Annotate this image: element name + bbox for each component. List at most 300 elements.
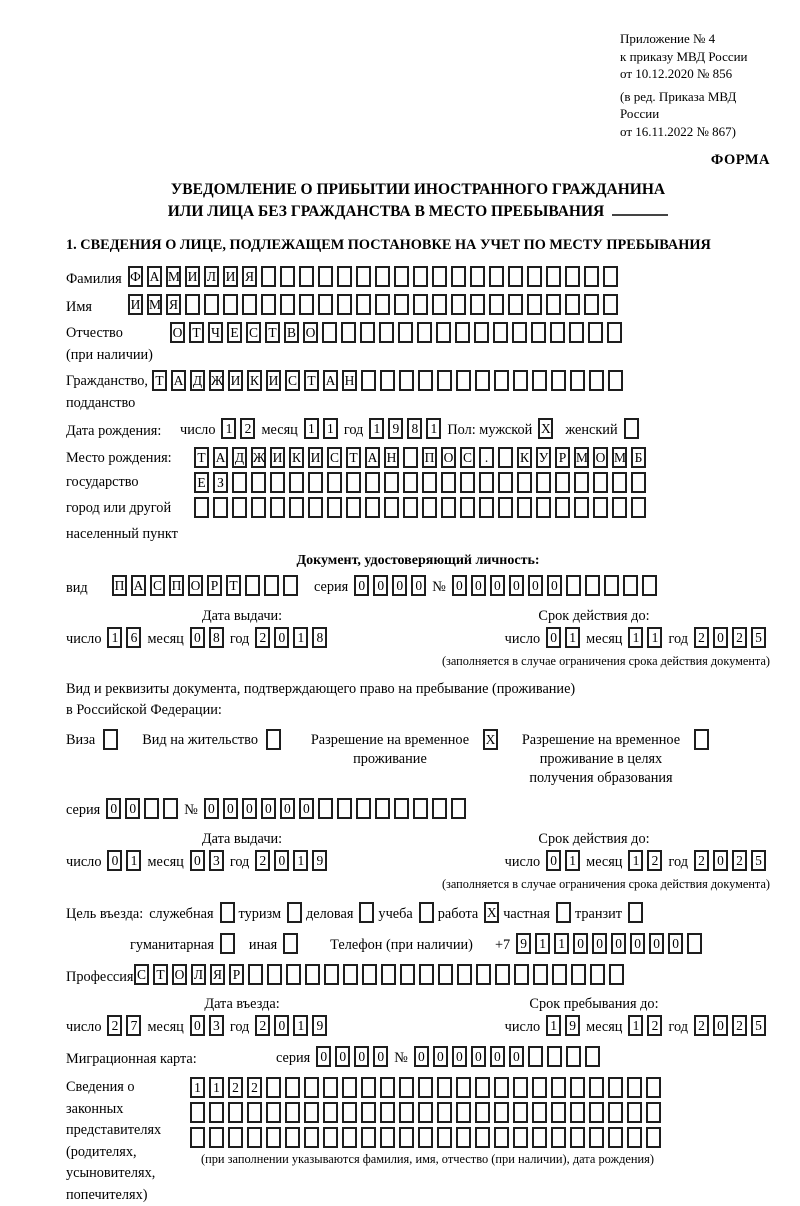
stay-month-boxes xyxy=(628,1015,666,1036)
char-box: Т xyxy=(153,964,168,985)
purpose-option-label: деловая xyxy=(306,902,353,927)
char-box: 0 xyxy=(471,575,486,596)
expiry-date-row xyxy=(418,627,770,652)
char-box xyxy=(304,1102,319,1123)
char-box: Т xyxy=(265,322,280,343)
char-box: 1 xyxy=(190,1077,205,1098)
char-box xyxy=(612,497,627,518)
char-box: Л xyxy=(191,964,206,985)
purpose-official-checkbox xyxy=(220,902,235,923)
char-box xyxy=(361,1102,376,1123)
char-box xyxy=(498,447,513,468)
char-box xyxy=(627,1102,642,1123)
char-box: 0 xyxy=(299,798,314,819)
char-box: 0 xyxy=(490,1046,505,1067)
char-box xyxy=(418,370,433,391)
form-title xyxy=(66,179,770,223)
char-box: 1 xyxy=(293,850,308,871)
char-box xyxy=(551,1102,566,1123)
char-box xyxy=(360,322,375,343)
char-box: Ж xyxy=(251,447,266,468)
expiry-date-row xyxy=(418,850,770,875)
char-box xyxy=(422,497,437,518)
char-box: 0 xyxy=(190,850,205,871)
char-box xyxy=(493,322,508,343)
char-box: О xyxy=(170,322,185,343)
residence-series-boxes xyxy=(106,798,182,819)
migration-number-boxes xyxy=(414,1046,604,1067)
char-box xyxy=(422,472,437,493)
char-box xyxy=(362,964,377,985)
char-box xyxy=(623,575,638,596)
char-box xyxy=(305,964,320,985)
char-box xyxy=(527,294,542,315)
char-box: 1 xyxy=(546,1015,561,1036)
birthdate-label: Дата рождения: xyxy=(66,418,178,442)
expiry-year-boxes xyxy=(694,627,770,648)
char-box xyxy=(532,1102,547,1123)
header-line: Приложение № 4 xyxy=(620,30,770,48)
char-box: И xyxy=(185,266,200,287)
char-box xyxy=(532,1127,547,1148)
expiry-date-title: Срок действия до: xyxy=(418,608,770,625)
char-box xyxy=(489,294,504,315)
birthplace-block xyxy=(66,447,770,547)
char-box xyxy=(204,294,219,315)
char-box xyxy=(266,1077,281,1098)
year-word: год xyxy=(230,850,250,875)
purpose-option-label: транзит xyxy=(575,902,622,927)
char-box xyxy=(380,1102,395,1123)
form-title-line1: УВЕДОМЛЕНИЕ О ПРИБЫТИИ ИНОСТРАННОГО ГРАЖДАНИНА xyxy=(66,179,770,201)
char-box xyxy=(589,1102,604,1123)
visit-purpose-row xyxy=(66,902,770,927)
char-box xyxy=(574,472,589,493)
char-box: 0 xyxy=(204,798,219,819)
char-box: Т xyxy=(346,447,361,468)
char-box: 0 xyxy=(452,1046,467,1067)
issue-date-row xyxy=(66,850,418,875)
char-box: 9 xyxy=(312,1015,327,1036)
char-box: 2 xyxy=(732,627,747,648)
char-box xyxy=(574,497,589,518)
char-box xyxy=(470,294,485,315)
char-box xyxy=(209,1127,224,1148)
char-box xyxy=(494,1077,509,1098)
char-box xyxy=(495,964,510,985)
char-box xyxy=(570,370,585,391)
gender-female-label: женский xyxy=(565,418,617,443)
title-underline xyxy=(612,202,668,216)
legal-representatives-row3 xyxy=(190,1127,665,1148)
char-box: 0 xyxy=(546,627,561,648)
char-box: А xyxy=(323,370,338,391)
char-box xyxy=(261,294,276,315)
gender-male-checkbox: X xyxy=(538,418,553,439)
char-box: И xyxy=(308,447,323,468)
birthplace-row3 xyxy=(194,497,650,518)
char-box: 8 xyxy=(209,627,224,648)
type-temp-residence-label: Разрешение на временное проживание xyxy=(305,729,475,769)
migration-series-boxes xyxy=(316,1046,392,1067)
char-box: 3 xyxy=(209,1015,224,1036)
char-box xyxy=(247,1127,262,1148)
char-box: . xyxy=(479,447,494,468)
issue-date-col xyxy=(66,831,418,896)
stay-year-boxes xyxy=(694,1015,770,1036)
char-box: 0 xyxy=(223,798,238,819)
char-box: Т xyxy=(152,370,167,391)
char-box xyxy=(512,322,527,343)
char-box xyxy=(346,497,361,518)
char-box xyxy=(566,1046,581,1067)
char-box: 0 xyxy=(125,798,140,819)
char-box xyxy=(394,294,409,315)
char-box: 2 xyxy=(647,850,662,871)
expiry-date-col xyxy=(418,831,770,896)
char-box: Е xyxy=(227,322,242,343)
char-box: 1 xyxy=(369,418,384,439)
char-box xyxy=(163,798,178,819)
surname-boxes xyxy=(128,266,622,287)
type-residence-permit-checkbox xyxy=(266,729,281,750)
char-box xyxy=(551,1077,566,1098)
char-box xyxy=(270,472,285,493)
citizenship-label: Гражданство, xyxy=(66,370,152,392)
char-box xyxy=(144,798,159,819)
char-box xyxy=(498,472,513,493)
residence-doc-types xyxy=(66,729,770,788)
char-box xyxy=(356,294,371,315)
char-box xyxy=(609,964,624,985)
header-line: от 16.11.2022 № 867) xyxy=(620,123,770,141)
char-box xyxy=(308,472,323,493)
char-box xyxy=(322,322,337,343)
char-box: М xyxy=(574,447,589,468)
char-box xyxy=(285,1127,300,1148)
char-box: Т xyxy=(226,575,241,596)
char-box: 0 xyxy=(713,1015,728,1036)
char-box xyxy=(476,964,491,985)
birthplace-row2 xyxy=(194,472,650,493)
char-box xyxy=(361,1077,376,1098)
form-title-line2 xyxy=(66,201,770,223)
char-box: Р xyxy=(229,964,244,985)
char-box xyxy=(551,370,566,391)
char-box: 1 xyxy=(535,933,550,954)
purpose-study-checkbox xyxy=(419,902,434,923)
char-box xyxy=(228,1127,243,1148)
char-box: 7 xyxy=(126,1015,141,1036)
patronymic-boxes xyxy=(170,322,626,343)
char-box xyxy=(342,1102,357,1123)
char-box xyxy=(565,266,580,287)
char-box: 0 xyxy=(471,1046,486,1067)
citizenship-label-block xyxy=(66,370,152,414)
char-box xyxy=(631,472,646,493)
char-box: 2 xyxy=(694,627,709,648)
char-box xyxy=(337,294,352,315)
char-box xyxy=(498,497,513,518)
birthplace-label2: государство xyxy=(66,469,194,495)
char-box xyxy=(631,497,646,518)
char-box xyxy=(646,1127,661,1148)
char-box: 0 xyxy=(546,850,561,871)
char-box: 0 xyxy=(373,575,388,596)
char-box xyxy=(327,497,342,518)
char-box xyxy=(337,266,352,287)
visit-purpose-row2 xyxy=(130,933,770,958)
char-box xyxy=(356,266,371,287)
char-box xyxy=(242,294,257,315)
entry-day-boxes xyxy=(107,1015,145,1036)
char-box xyxy=(419,964,434,985)
char-box xyxy=(607,322,622,343)
birthplace-label-block xyxy=(66,447,194,547)
day-word: число xyxy=(66,850,101,875)
char-box xyxy=(456,1102,471,1123)
char-box xyxy=(642,575,657,596)
char-box xyxy=(417,322,432,343)
char-box: И xyxy=(266,370,281,391)
char-box xyxy=(318,266,333,287)
birthplace-label3: город или другой xyxy=(66,495,194,521)
char-box: 0 xyxy=(611,933,626,954)
birth-year-boxes xyxy=(369,418,445,439)
char-box: 0 xyxy=(592,933,607,954)
char-box xyxy=(342,1127,357,1148)
residence-doc-intro1: Вид и реквизиты документа, подтверждающего право на пребывание (проживание) xyxy=(66,679,770,700)
char-box xyxy=(457,964,472,985)
char-box xyxy=(508,294,523,315)
char-box xyxy=(299,294,314,315)
char-box xyxy=(365,472,380,493)
entry-date-col xyxy=(66,996,418,1040)
char-box xyxy=(375,294,390,315)
char-box: А xyxy=(213,447,228,468)
char-box: М xyxy=(147,294,162,315)
year-word: год xyxy=(344,418,364,443)
citizenship-label2: подданство xyxy=(66,392,152,414)
profession-row xyxy=(66,964,770,988)
purpose-transit-checkbox xyxy=(628,902,643,923)
type-residence-permit xyxy=(142,729,285,750)
char-box xyxy=(608,1127,623,1148)
char-box: Т xyxy=(194,447,209,468)
char-box xyxy=(451,266,466,287)
char-box xyxy=(555,472,570,493)
char-box: С xyxy=(246,322,261,343)
citizenship-row xyxy=(66,370,770,414)
identity-doc-heading: Документ, удостоверяющий личность: xyxy=(66,553,770,569)
char-box xyxy=(475,370,490,391)
char-box xyxy=(585,575,600,596)
char-box xyxy=(456,1127,471,1148)
char-box: С xyxy=(460,447,475,468)
section1-heading: 1. СВЕДЕНИЯ О ЛИЦЕ, ПОДЛЕЖАЩЕМ ПОСТАНОВКЕ НА УЧЕТ ПО МЕСТУ ПРЕБЫВАНИЯ xyxy=(66,237,770,254)
legal-representatives-label-line: (родителях, xyxy=(66,1142,190,1164)
char-box: 2 xyxy=(694,850,709,871)
month-word: месяц xyxy=(586,850,622,875)
char-box xyxy=(514,964,529,985)
char-box xyxy=(399,1077,414,1098)
char-box xyxy=(285,1077,300,1098)
stay-until-title: Срок пребывания до: xyxy=(418,996,770,1013)
char-box xyxy=(536,472,551,493)
char-box: 8 xyxy=(312,627,327,648)
char-box xyxy=(570,1127,585,1148)
char-box xyxy=(532,370,547,391)
day-word: число xyxy=(180,418,215,443)
char-box: 0 xyxy=(509,575,524,596)
char-box xyxy=(646,1102,661,1123)
char-box xyxy=(470,266,485,287)
entry-date-title: Дата въезда: xyxy=(66,996,418,1013)
char-box: 1 xyxy=(426,418,441,439)
patronymic-label: Отчество xyxy=(66,322,170,344)
char-box: Н xyxy=(342,370,357,391)
legal-representatives-row1 xyxy=(190,1077,665,1098)
char-box xyxy=(604,575,619,596)
char-box: 1 xyxy=(304,418,319,439)
expiry-day-boxes xyxy=(546,850,584,871)
char-box: Р xyxy=(207,575,222,596)
stay-until-row xyxy=(418,1015,770,1040)
char-box xyxy=(569,322,584,343)
char-box xyxy=(289,472,304,493)
purpose-option-label: работа xyxy=(438,902,479,927)
char-box xyxy=(494,1127,509,1148)
char-box xyxy=(400,964,415,985)
char-box xyxy=(551,1127,566,1148)
char-box xyxy=(280,266,295,287)
char-box xyxy=(571,964,586,985)
char-box xyxy=(394,266,409,287)
char-box xyxy=(384,497,399,518)
char-box: 1 xyxy=(126,850,141,871)
char-box xyxy=(479,472,494,493)
char-box: И xyxy=(228,370,243,391)
month-word: месяц xyxy=(261,418,297,443)
char-box xyxy=(441,472,456,493)
char-box: Я xyxy=(166,294,181,315)
char-box xyxy=(432,266,447,287)
char-box xyxy=(266,1102,281,1123)
expiry-date-title: Срок действия до: xyxy=(418,831,770,848)
char-box: А xyxy=(131,575,146,596)
char-box xyxy=(608,1077,623,1098)
day-word: число xyxy=(505,627,540,652)
char-box: Д xyxy=(190,370,205,391)
char-box: П xyxy=(112,575,127,596)
header-line: от 10.12.2020 № 856 xyxy=(620,65,770,83)
char-box xyxy=(418,1102,433,1123)
char-box xyxy=(588,322,603,343)
char-box: 2 xyxy=(107,1015,122,1036)
phone-label: Телефон (при наличии) xyxy=(330,933,473,958)
char-box: М xyxy=(612,447,627,468)
month-word: месяц xyxy=(147,850,183,875)
char-box xyxy=(585,1046,600,1067)
expiry-month-boxes xyxy=(628,850,666,871)
char-box: О xyxy=(441,447,456,468)
entry-date-row xyxy=(66,1015,418,1040)
char-box: Е xyxy=(194,472,209,493)
char-box xyxy=(451,294,466,315)
char-box xyxy=(608,370,623,391)
expiry-note: (заполняется в случае ограничения срока действия документа) xyxy=(418,877,770,892)
char-box: В xyxy=(284,322,299,343)
type-temp-residence-education xyxy=(516,729,713,788)
firstname-boxes xyxy=(128,294,622,315)
char-box xyxy=(381,964,396,985)
char-box xyxy=(552,964,567,985)
char-box xyxy=(380,370,395,391)
char-box xyxy=(248,964,263,985)
legal-representatives-label-line: представителях xyxy=(66,1120,190,1142)
legal-representatives-rows xyxy=(190,1077,665,1206)
char-box: 1 xyxy=(647,627,662,648)
doc-type-label: вид xyxy=(66,575,112,599)
number-word: № xyxy=(394,1046,408,1071)
char-box: О xyxy=(188,575,203,596)
char-box xyxy=(403,497,418,518)
char-box: 9 xyxy=(312,850,327,871)
series-word: серия xyxy=(66,798,100,823)
number-word: № xyxy=(184,798,198,823)
legal-representatives-label xyxy=(66,1077,190,1206)
doc-series-boxes xyxy=(354,575,430,596)
purpose-option-label: служебная xyxy=(149,902,213,927)
char-box xyxy=(361,1127,376,1148)
citizenship-boxes xyxy=(152,370,627,391)
char-box xyxy=(266,1127,281,1148)
purpose-private-checkbox xyxy=(556,902,571,923)
char-box xyxy=(299,266,314,287)
month-word: месяц xyxy=(586,627,622,652)
char-box xyxy=(399,370,414,391)
issue-month-boxes xyxy=(190,850,228,871)
type-temp-residence xyxy=(305,729,502,769)
char-box xyxy=(517,497,532,518)
char-box: 0 xyxy=(433,1046,448,1067)
form-label: ФОРМА xyxy=(66,152,770,169)
char-box xyxy=(438,964,453,985)
char-box: 9 xyxy=(516,933,531,954)
form-title-line2-text: ИЛИ ЛИЦА БЕЗ ГРАЖДАНСТВА В МЕСТО ПРЕБЫВАНИЯ xyxy=(168,203,604,220)
legal-representatives-label-line: Сведения о xyxy=(66,1077,190,1099)
char-box xyxy=(455,322,470,343)
month-word: месяц xyxy=(147,1015,183,1040)
char-box xyxy=(547,1046,562,1067)
char-box xyxy=(194,497,209,518)
char-box: Т xyxy=(304,370,319,391)
char-box xyxy=(437,1077,452,1098)
char-box xyxy=(489,266,504,287)
char-box xyxy=(380,1077,395,1098)
char-box: 3 xyxy=(209,850,224,871)
char-box xyxy=(399,1102,414,1123)
visit-purpose-label: Цель въезда: xyxy=(66,902,143,927)
purpose-option-label: гуманитарная xyxy=(130,933,214,958)
char-box xyxy=(570,1077,585,1098)
birthplace-rows xyxy=(194,447,650,518)
migration-card-row xyxy=(66,1046,770,1071)
char-box: С xyxy=(327,447,342,468)
char-box xyxy=(608,1102,623,1123)
year-word: год xyxy=(668,1015,688,1040)
char-box xyxy=(589,370,604,391)
